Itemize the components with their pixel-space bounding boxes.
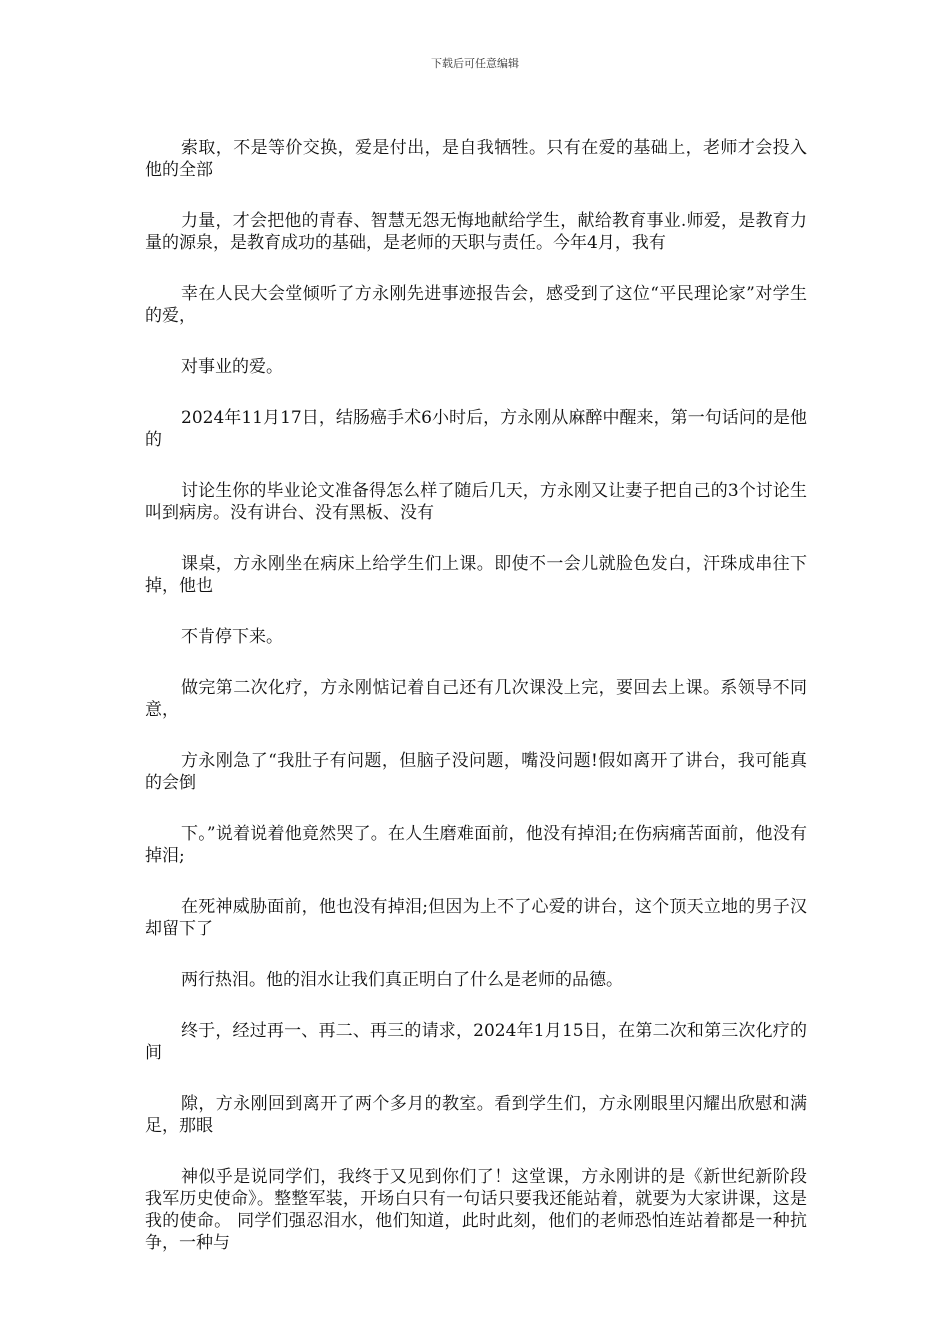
document-body bbox=[145, 137, 807, 1283]
paragraph: 对事业的爱。 bbox=[181, 357, 283, 377]
paragraph: 不肯停下来。 bbox=[181, 627, 283, 647]
paragraph: 方永刚急了“我肚子有问题，但脑子没问题，嘴没问题!假如离开了讲台，我可能真的会倒 bbox=[145, 751, 807, 793]
page-header: 下载后可任意编辑 bbox=[431, 57, 519, 70]
paragraph: 隙，方永刚回到离开了两个多月的教室。看到学生们，方永刚眼里闪耀出欣慰和满足，那眼 bbox=[145, 1094, 807, 1136]
paragraph: 2024年11月17日，结肠癌手术6小时后，方永刚从麻醉中醒来，第一句话问的是他的 bbox=[145, 408, 807, 450]
paragraph: 做完第二次化疗，方永刚惦记着自己还有几次课没上完，要回去上课。系领导不同意， bbox=[145, 678, 807, 720]
paragraph: 在死神威胁面前，他也没有掉泪;但因为上不了心爱的讲台，这个顶天立地的男子汉却留下了 bbox=[145, 897, 807, 939]
paragraph: 下。”说着说着他竟然哭了。在人生磨难面前，他没有掉泪;在伤病痛苦面前，他没有掉泪; bbox=[145, 824, 807, 866]
paragraph: 索取，不是等价交换，爱是付出，是自我牺牲。只有在爱的基础上，老师才会投入他的全部 bbox=[145, 138, 807, 180]
paragraph: 课桌，方永刚坐在病床上给学生们上课。即使不一会儿就脸色发白，汗珠成串往下掉，他也 bbox=[145, 554, 807, 596]
paragraph: 两行热泪。他的泪水让我们真正明白了什么是老师的品德。 bbox=[181, 970, 623, 990]
paragraph: 神似乎是说同学们，我终于又见到你们了！这堂课，方永刚讲的是《新世纪新阶段我军历史使命》。整整军装，开场白只有一句话只要我还能站着，就要为大家讲课，这是我的使命。 同学们强忍泪水，他们知道，此时此刻，他们的老师恐怕连站着都是一种抗争，一种与 bbox=[145, 1167, 807, 1253]
paragraph: 终于，经过再一、再二、再三的请求，2024年1月15日，在第二次和第三次化疗的间 bbox=[145, 1021, 807, 1063]
paragraph: 讨论生你的毕业论文准备得怎么样了随后几天，方永刚又让妻子把自己的3个讨论生叫到病房。没有讲台、没有黑板、没有 bbox=[145, 481, 807, 523]
paragraph: 力量，才会把他的青春、智慧无怨无悔地献给学生，献给教育事业.师爱，是教育力量的源泉，是教育成功的基础，是老师的天职与责任。今年4月，我有 bbox=[145, 211, 807, 253]
paragraph: 幸在人民大会堂倾听了方永刚先进事迹报告会，感受到了这位“平民理论家”对学生的爱， bbox=[145, 284, 807, 326]
